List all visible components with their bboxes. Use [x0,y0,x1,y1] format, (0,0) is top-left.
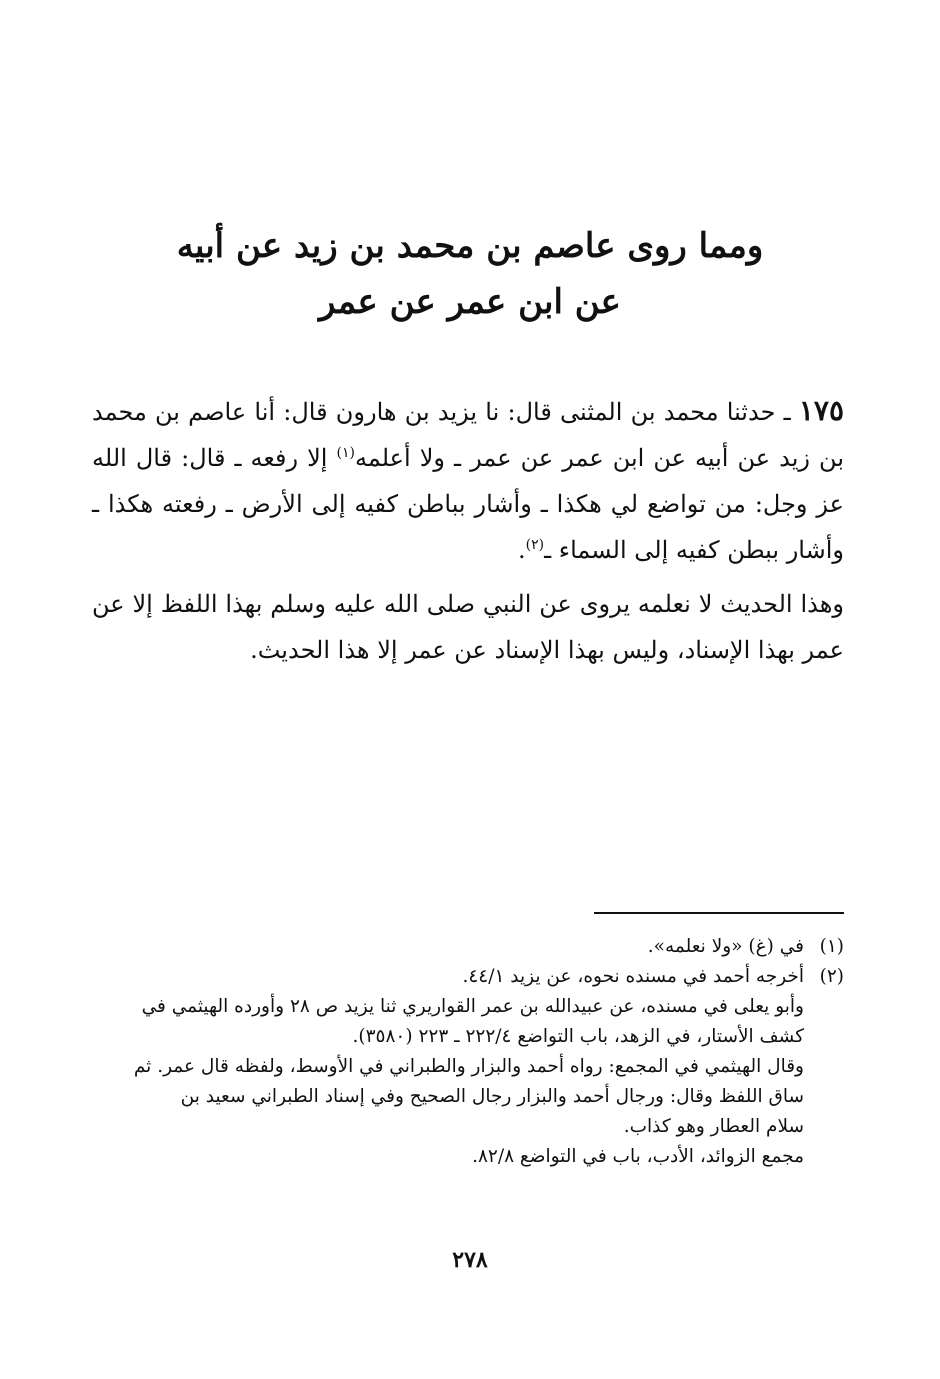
page-number: ٢٧٨ [452,1247,488,1273]
footnote-2 [92,962,844,992]
chapter-title-line-1: ومما روى عاصم بن محمد بن زيد عن أبيه [176,226,764,266]
footnote-2-number: (٢) [819,966,844,987]
footnote-2-line-1: أخرجه أحمد في مسنده نحوه، عن يزيد ٤٤/١. [462,966,804,987]
footnote-2-line-3: كشف الأستار، في الزهد، باب التواضع ٢٢٢/٤ ـ ٢٢٣ (٣٥٨٠). [352,1026,804,1047]
footnote-separator [594,912,844,914]
footnote-ref-2: (٢) [525,537,545,553]
main-text [92,388,844,673]
footnote-2-line-7: مجمع الزوائد، الأدب، باب في التواضع ٨٢/٨. [472,1146,804,1167]
hadith-text-part-1: ـ حدثنا محمد بن المثنى قال: نا يزيد بن هارون قال: أنا عاصم بن محمد بن زيد عن أبيه عن ابن عمر عن عمر ـ ولا أعلمه [92,398,844,472]
footnote-2-continuation [92,992,844,1172]
chapter-title [0,218,940,330]
footnote-ref-1: (١) [336,445,355,461]
hadith-number: ١٧٥ [798,394,844,427]
footnote-2-line-2: وأبو يعلى في مسنده، عن عبيدالله بن عمر القواريري ثنا يزيد ص ٢٨ وأورده الهيثمي في [141,996,804,1017]
footnotes-section [92,932,844,1172]
commentary-paragraph: وهذا الحديث لا نعلمه يروى عن النبي صلى الله عليه وسلم بهذا اللفظ إلا عن عمر بهذا الإسناد، وليس بهذا الإسناد عن عمر إلا هذا الحديث. [92,590,844,664]
footnote-2-line-6: سلام العطار وهو كذاب. [623,1116,804,1137]
footnote-1-text: في (غ) «ولا نعلمه». [647,936,804,957]
chapter-title-line-2: عن ابن عمر عن عمر [319,282,621,322]
footnote-2-line-4: وقال الهيثمي في المجمع: رواه أحمد والبزار والطبراني في الأوسط، ولفظه قال عمر. ثم [133,1056,804,1077]
footnote-1-number: (١) [819,936,844,957]
footnote-1 [92,932,844,962]
footnote-2-line-5: ساق اللفظ وقال: ورجال أحمد والبزار رجال الصحيح وفي إسناد الطبراني سعيد بن [180,1086,804,1107]
hadith-text-part-3: . [518,536,526,564]
hadith-text-part-2: إلا رفعه ـ قال: قال الله عز وجل: من تواضع لي هكذا ـ وأشار بباطن كفيه إلى الأرض ـ رفعته هكذا ـ وأشار ببطن كفيه إلى السماء ـ [92,444,844,564]
hadith-paragraph [92,388,844,573]
